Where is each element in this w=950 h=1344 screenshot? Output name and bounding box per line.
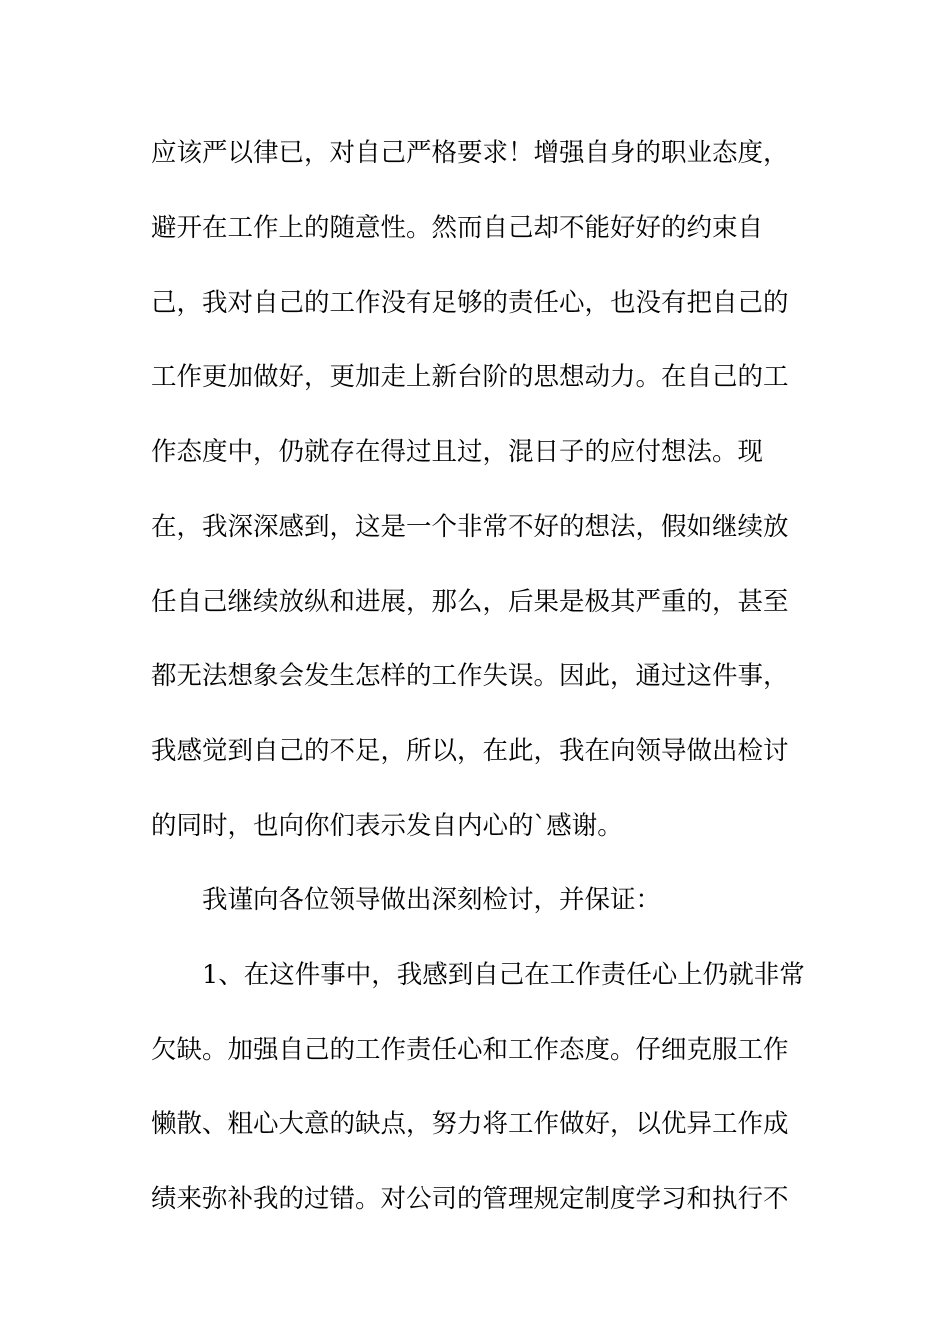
text-line: 欠缺。加强自己的工作责任心和工作态度。仔细克服工作 [151, 1035, 789, 1065]
text-line: 己，我对自己的工作没有足够的责任心，也没有把自己的 [151, 288, 789, 318]
paragraph-first-line: 我谨向各位领导做出深刻检讨，并保证： [202, 885, 662, 915]
text-line: 在，我深深感到，这是一个非常不好的想法，假如继续放 [151, 512, 789, 542]
text-line: 懒散、粗心大意的缺点，努力将工作做好，以优异工作成 [151, 1109, 789, 1139]
text-line: 避开在工作上的随意性。然而自己却不能好好的约束自 [151, 213, 764, 243]
text-line: 工作更加做好，更加走上新台阶的思想动力。在自己的工 [151, 362, 789, 392]
text-line: 任自己继续放纵和进展，那么，后果是极其严重的，甚至 [151, 587, 789, 617]
text-line: 我感觉到自己的不足，所以，在此，我在向领导做出检讨 [151, 736, 789, 766]
text-line: 作态度中，仍就存在得过且过，混日子的应付想法。现 [151, 437, 764, 467]
text-line: 应该严以律已，对自己严格要求！增强自身的职业态度， [151, 138, 789, 168]
text-line: 都无法想象会发生怎样的工作失误。因此，通过这件事， [151, 661, 789, 691]
text-line: 绩来弥补我的过错。对公司的管理规定制度学习和执行不 [151, 1184, 789, 1214]
paragraph-first-line: 1、在这件事中，我感到自己在工作责任心上仍就非常 [202, 960, 805, 990]
text-line: 的同时，也向你们表示发自内心的`感谢。 [151, 811, 623, 841]
